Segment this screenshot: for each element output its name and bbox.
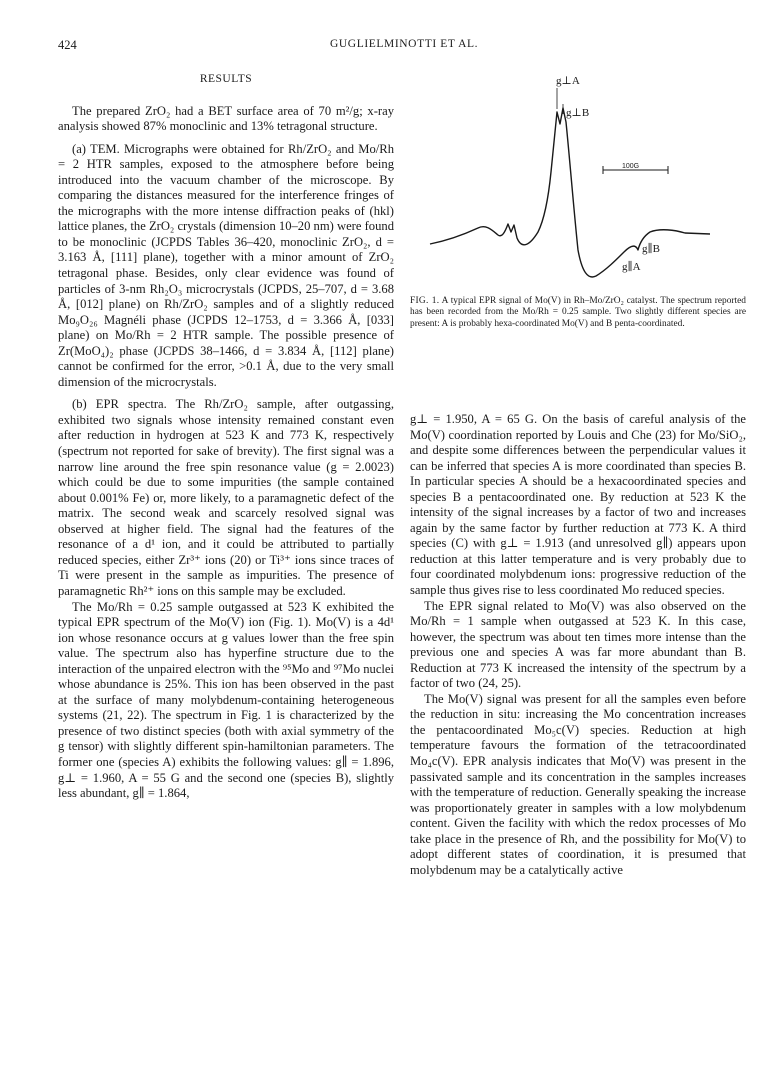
paragraph-tem: (a) TEM. Micrographs were obtained for Rh/ZrO₂ and Mo/Rh = 2 HTR samples, exposed to the atmosphere before being introduced into the vacuum chamber of the microscope. By comparing the distances measured for the interference fringes of the micrographs with the more intense diffraction peaks of (hkl) lattice planes, the ZrO₂ crystals (dimension 10–20 nm) were found to be monoclinic (JCPDS Tables 36–420, monoclinic ZrO₂, d = 3.163 Å, [111] plane), together with a minor amount of ZrO₂ tetragonal phase. Besides, only clear evidence was found of particles of 3-nm Rh₂O₃ microcrystals (JCPDS, 25–707, d = 3.68 Å, [012] plane) on Rh/ZrO₂ samples and of a slightly reduced Mo₉O₂₆ Magnéli phase (JCPDS 12–1753, d = 3.366 Å, [033] plane) on Mo/Rh = 2 HTR sample. The possible presence of Zr(MoO₄)₂ phase (JCPDS 38–1466, d = 3.834 Å, [112] plane) cannot be confirmed for the error, >0.1 Å, due to the very small dimension of the microcrystals. [58, 141, 394, 389]
paragraph-species-b: g⊥ = 1.950, A = 65 G. On the basis of careful analysis of the Mo(V) coordination reported by Louis and Che (23) for Mo/SiO₂, and despite some differences between the perpendicular values it can be inferred that species A is more coordinated than species B. In particular species A should be a hexacoordinated species and species B a pentacoordinated one. By reduction at 523 K the intensity of the signal increases by a factor of two and increases again by the same factor by further reduction at 773 K. A third species (C) with g⊥ = 1.913 (and unresolved g∥) appears upon reduction at this latter temperature and is very probably due to four coordinated molybdenum ions: progressive reduction of the sample thus gives rise to less coordinated Mo reduced species. [410, 412, 746, 598]
paragraph-mo-rh-025: The Mo/Rh = 0.25 sample outgassed at 523 K exhibited the typical EPR spectrum of the Mo(V) ion (Fig. 1). Mo(V) is a 4d¹ ion whose resonance occurs at g values lower than the free spin value. The spectrum also has hyperfine structure due to the interaction of the unpaired electron with the ⁹⁵Mo and ⁹⁷Mo nuclei whose abundance is 25%. This ion has been observed in the past at the surface of many molybdenum-containing heterogeneous systems (21, 22). The spectrum in Fig. 1 is characterized by the presence of two distinct species (both with axial symmetry of the g tensor) with slightly different spin-hamiltonian parameters. The former one (species A) exhibits the following values: g∥ = 1.896, g⊥ = 1.960, A = 55 G and the second one (species B), slightly less abundant, g∥ = 1.864, [58, 599, 394, 801]
paragraph-mo-v-signal: The Mo(V) signal was present for all the samples even before the reduction in situ: increasing the Mo concentration increases the pentacoordinated Mo₅c(V) species. Reduction at high temperature favours the formation of the tetracoordinated Mo₄c(V). EPR analysis indicates that Mo(V) was present in the passivated sample and its concentration in the samples increases with the temperature of reduction. Generally speaking the increase was proportionately greater in samples with a low molybdenum content. Given the facility with which the redox processes of Mo take place in the presence of Rh, and the possibility for Mo(V) to adopt different states of coordination, it is presumed that molybdenum may be a catalytically active [410, 691, 746, 877]
label-g-par-b: g∥B [642, 243, 660, 255]
caption-label: FIG. 1. [410, 296, 440, 306]
page-number: 424 [58, 38, 77, 52]
scale-bar-label: 100G [622, 163, 640, 170]
label-g-par-a: g∥A [622, 261, 641, 273]
epr-spectrum-figure [410, 62, 750, 292]
label-g-perp-a: g⊥A [556, 75, 580, 87]
paragraph-bet: The prepared ZrO₂ had a BET surface area of 70 m²/g; x-ray analysis showed 87% monoclinic and 13% tetragonal structure. [58, 103, 394, 134]
epr-spectrum-plot [410, 62, 750, 292]
running-title: GUGLIELMINOTTI ET AL. [330, 38, 479, 50]
label-g-perp-b: g⊥B [566, 107, 590, 119]
paragraph-mo-rh-1: The EPR signal related to Mo(V) was also observed on the Mo/Rh = 1 sample when outgassed at 523 K. In this case, however, the spectrum was about ten times more intense than the previous one and species A was far more abundant than B. Reduction at 773 K increased the intensity of the spectrum by a factor of two (24, 25). [410, 598, 746, 691]
epr-spectrum-trace [430, 108, 710, 277]
left-column [58, 72, 394, 802]
right-column [410, 412, 746, 878]
scale-bar [603, 163, 668, 174]
section-heading: RESULTS [199, 73, 253, 85]
figure-caption [410, 296, 746, 330]
caption-text: A typical EPR signal of Mo(V) in Rh–Mo/ZrO₂ catalyst. The spectrum reported has been recorded from the Mo/Rh = 0.25 sample. Two slightly different species are present: A is probably hexa-coordinated Mo(V) and B penta-coordinated. [410, 296, 746, 329]
paragraph-epr: (b) EPR spectra. The Rh/ZrO₂ sample, after outgassing, exhibited two signals whose intensity remained constant even after reduction in hydrogen at 523 K and 773 K, respectively (spectrum not reported for sake of brevity). The first signal was a narrow line around the free spin resonance value (g = 2.0023) which could be due to some impurities (the sample contained about 0.001% Fe) or, more likely, to a paramagnetic defect of the matrix. The second weak and scarcely resolved signal was observed at higher field. The signal had the features of the resonance of a d¹ ion, and it could be attributed to partially reduced species, either Zr³⁺ ions (20) or Ti³⁺ ions since traces of Ti were present in the sample as impurities. The presence of paramagnetic Rh²⁺ ions on this sample may be excluded. [58, 397, 394, 598]
